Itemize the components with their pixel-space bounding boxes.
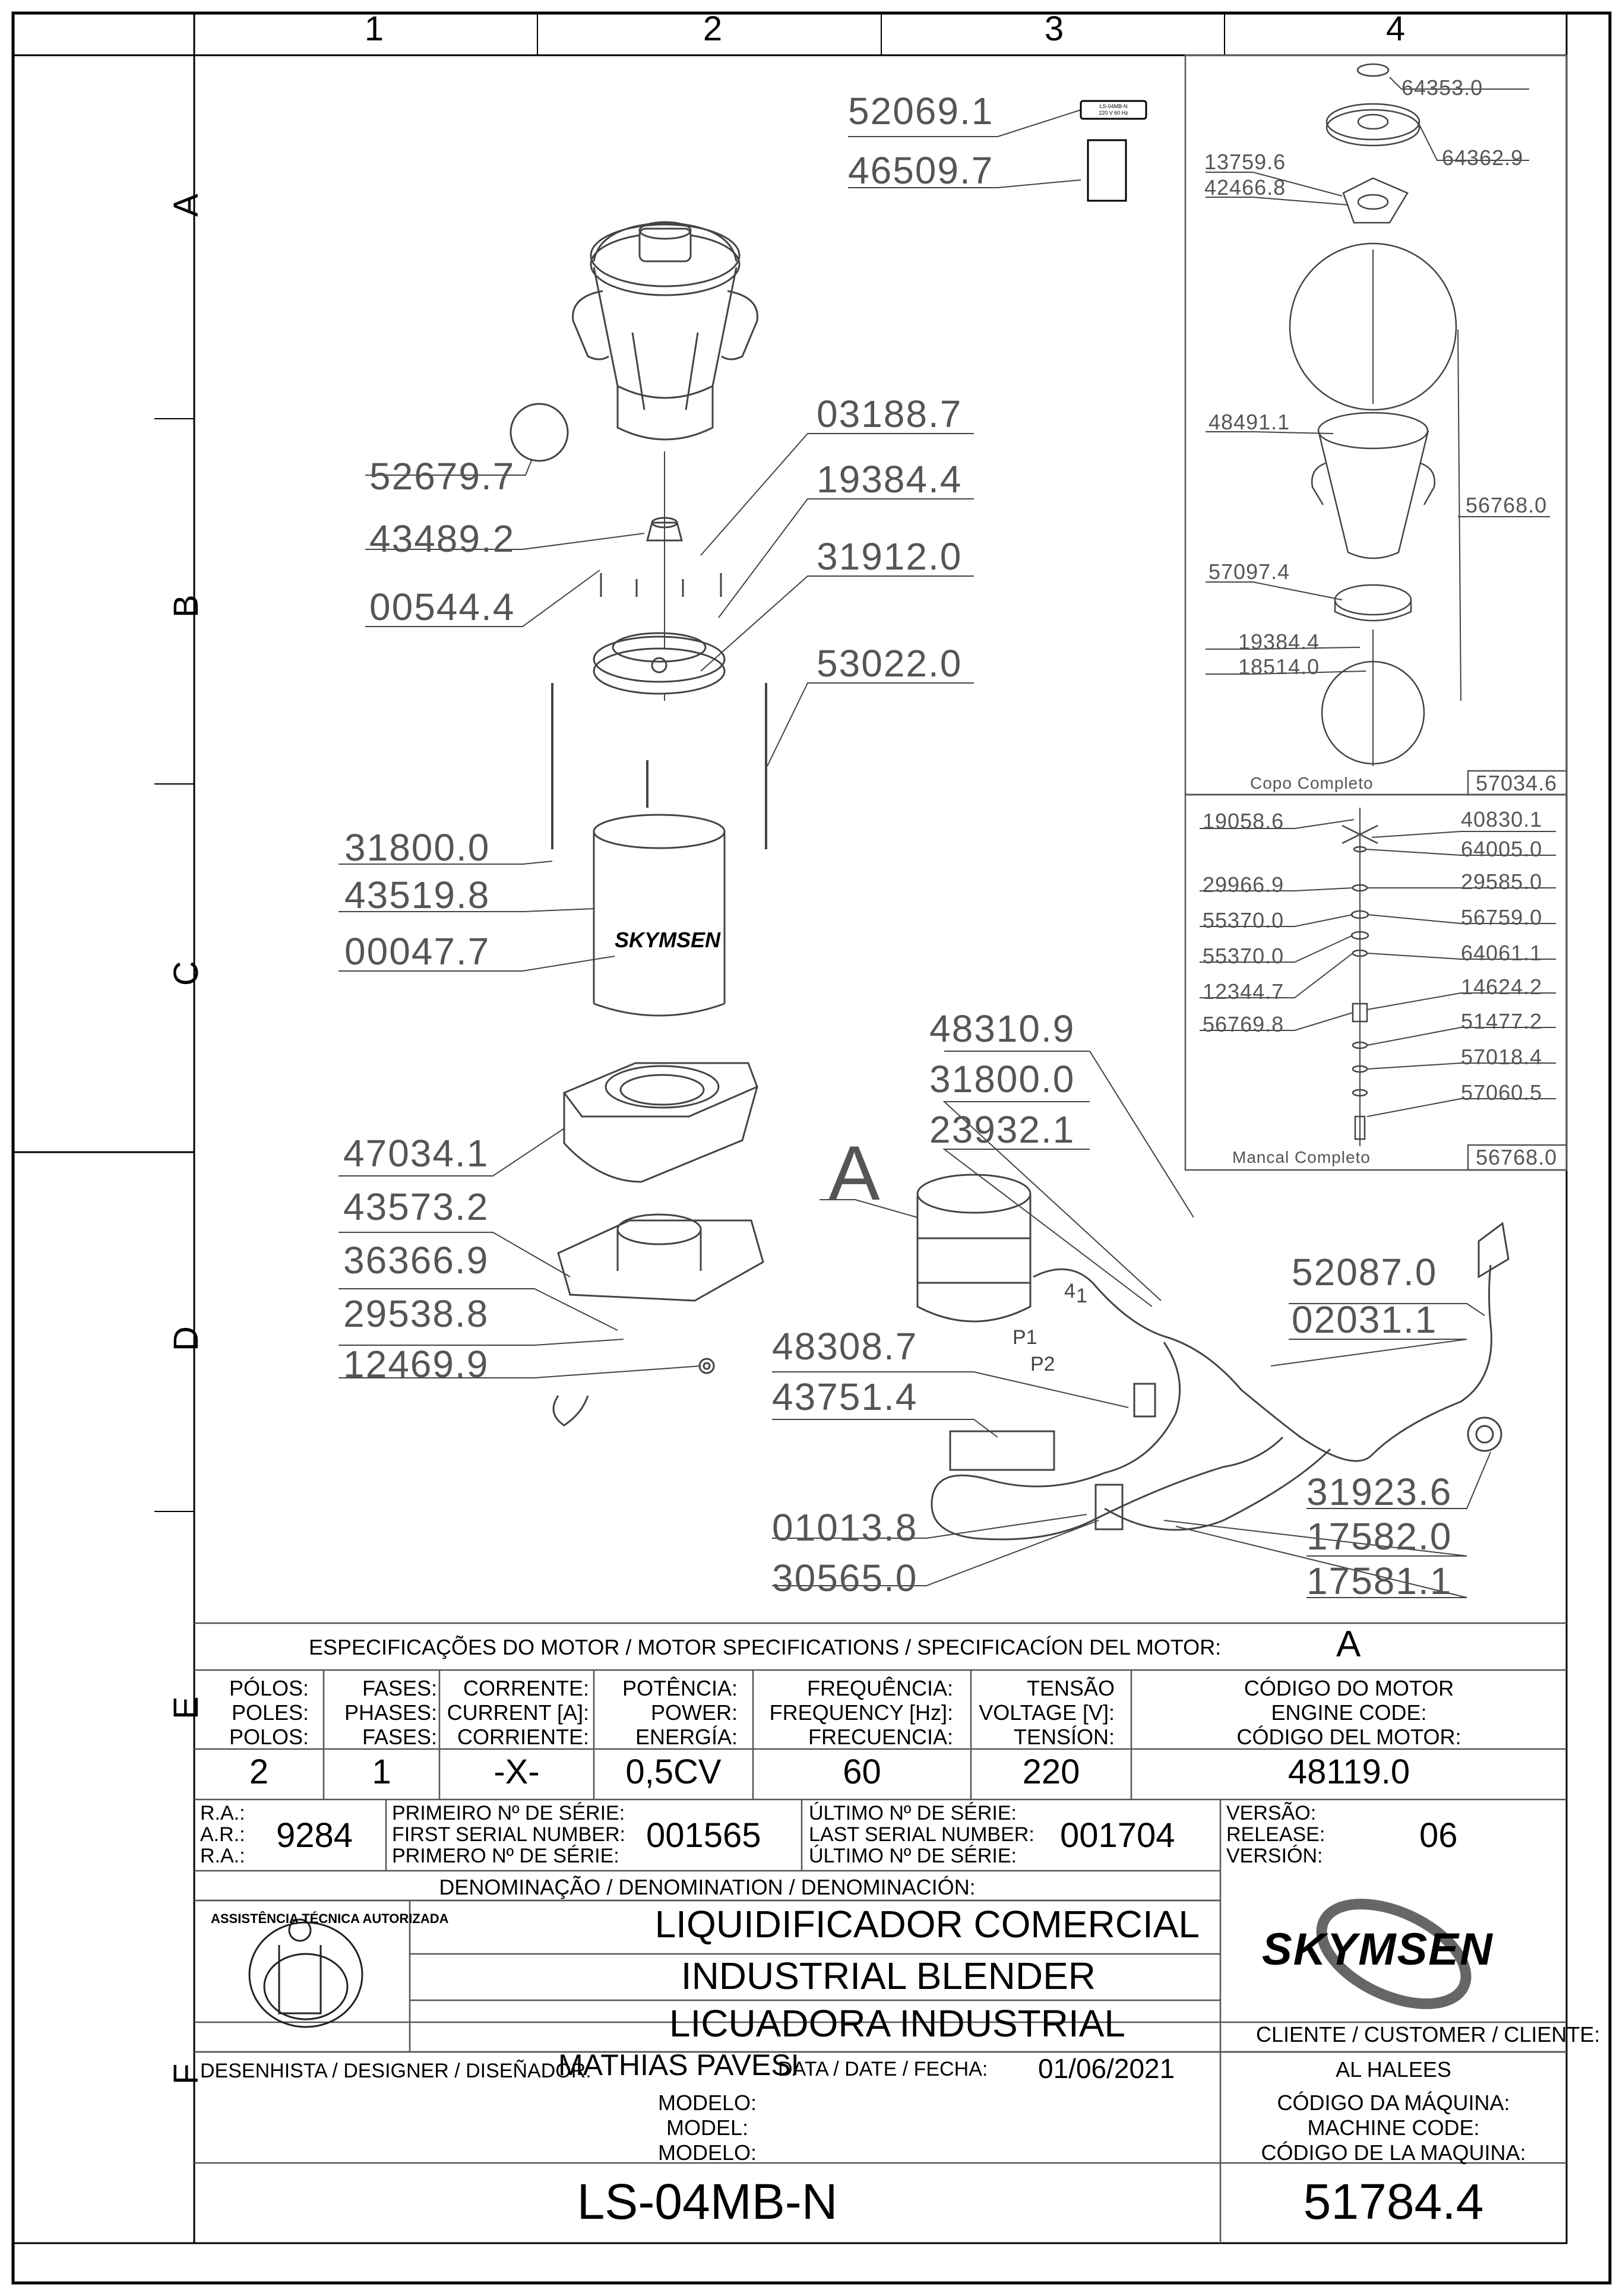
first-serial-value: 001565 [646,1816,761,1855]
part-48310: 48310.9 [929,1007,1075,1050]
designer-label: DESENHISTA / DESIGNER / DISEÑADOR: [200,2060,591,2082]
part-36366: 36366.9 [343,1239,489,1282]
stamp-graphic [249,1919,362,2027]
machine-code-label: CÓDIGO DA MÁQUINA: MACHINE CODE: CÓDIGO DE LA MAQUINA: [1261,2091,1526,2165]
first-serial-label: PRIMEIRO Nº DE SÉRIE: FIRST SERIAL NUMBER: PRIMERO Nº DE SÉRIE: [392,1802,625,1867]
date-value: 01/06/2021 [1038,2053,1175,2084]
cup-part-13759: 13759.6 [1204,150,1286,174]
motor-spec-letter: A [1336,1624,1361,1665]
part-52679: 52679.7 [369,455,515,498]
wire-label-p1: P1 [1013,1326,1037,1349]
model-label: MODELO: MODEL: MODELO: [657,2091,757,2165]
spec-voltage-value: 220 [1022,1753,1080,1791]
grid-col-3: 3 [1044,10,1064,48]
client-label: CLIENTE / CUSTOMER / CLIENTE: [1256,2022,1600,2047]
last-serial-label: ÚLTIMO Nº DE SÉRIE: LAST SERIAL NUMBER: ÚLTIMO Nº DE SÉRIE: [809,1802,1034,1867]
cup-part-42466: 42466.8 [1204,175,1286,200]
part-19384: 19384.4 [817,458,963,501]
cup-part-57097: 57097.4 [1208,559,1290,584]
grid-row-f: F [167,2063,205,2085]
part-43573: 43573.2 [343,1185,489,1228]
spec-phases-label: FASES: PHASES: FASES: [344,1676,437,1749]
part-46509: 46509.7 [848,149,994,192]
denomination-es: LICUADORA INDUSTRIAL [669,2002,1125,2045]
bearing-part-12344: 12344.7 [1203,979,1285,1004]
spec-engine-code-value: 48119.0 [1287,1753,1410,1791]
part-52087: 52087.0 [1292,1251,1438,1294]
label-plate-text: LS-04MB-N 220 V 60 Hz [1099,103,1128,116]
cup-part-18514: 18514.0 [1238,654,1320,679]
grid-row-e: E [167,1696,205,1719]
last-serial-value: 001704 [1060,1816,1175,1855]
bearing-part-51477: 51477.2 [1461,1009,1543,1033]
designer-value: MATHIAS PAVESI [558,2048,799,2082]
denomination-pt: LIQUIDIFICADOR COMERCIAL [654,1903,1200,1946]
client-value: AL HALEES [1336,2057,1451,2082]
grid-col-1: 1 [364,10,384,48]
cup-part-64362: 64362.9 [1442,146,1524,170]
bearing-part-14624: 14624.2 [1461,975,1543,999]
bearing-part-19058: 19058.6 [1203,809,1285,833]
bearing-part-64005: 64005.0 [1461,837,1543,861]
stamp-text: ASSISTÊNCIA TÉCNICA AUTORIZADA [211,1911,449,1926]
cup-panel-code: 57034.6 [1476,771,1558,795]
spec-frequency-label: FREQUÊNCIA: FREQUENCY [Hz]: FRECUENCIA: [769,1676,953,1749]
part-23932: 23932.1 [929,1108,1075,1151]
bearing-part-56759: 56759.0 [1461,905,1543,929]
ra-label: R.A.: A.R.: R.A.: [200,1802,245,1867]
grid-row-c: C [167,961,205,986]
part-17581: 17581.1 [1306,1560,1453,1602]
version-label: VERSÃO: RELEASE: VERSIÓN: [1226,1802,1325,1867]
date-label: DATA / DATE / FECHA: [778,2058,988,2080]
bearing-part-55370b: 55370.0 [1203,944,1285,968]
bearing-part-40830: 40830.1 [1461,807,1543,831]
part-01013: 01013.8 [772,1506,918,1549]
machine-code-value: 51784.4 [1303,2174,1484,2229]
part-30565: 30565.0 [772,1557,918,1599]
part-17582: 17582.0 [1306,1515,1453,1558]
part-02031: 02031.1 [1292,1298,1438,1341]
spec-voltage-label: TENSÃO VOLTAGE [V]: TENSÍON: [979,1676,1115,1749]
part-00047: 00047.7 [344,930,491,973]
part-03188: 03188.7 [817,393,963,435]
bearing-part-29585: 29585.0 [1461,869,1543,894]
part-00544: 00544.4 [369,586,515,628]
motor-spec-header: ESPECIFICAÇÕES DO MOTOR / MOTOR SPECIFICATIONS / SPECIFICACÍON DEL MOTOR: [309,1635,1222,1659]
bearing-part-64061: 64061.1 [1461,941,1543,965]
bearing-part-29966: 29966.9 [1203,872,1285,897]
spec-poles-label: PÓLOS: POLES: POLOS: [229,1676,309,1749]
part-52069: 52069.1 [848,90,994,132]
bearing-panel-caption: Mancal Completo [1232,1148,1371,1166]
cup-panel-caption: Copo Completo [1250,774,1374,792]
brand-on-cover: SKYMSEN [615,928,721,952]
spec-engine-code-label: CÓDIGO DO MOTOR ENGINE CODE: CÓDIGO DEL MOTOR: [1236,1676,1461,1749]
part-31923: 31923.6 [1306,1470,1453,1513]
grid-row-b: B [167,594,205,618]
version-value: 06 [1419,1816,1458,1855]
grid-row-a: A [167,194,205,217]
spec-current-value: -X- [493,1753,540,1791]
skymsen-logo-text: SKYMSEN [1262,1924,1494,1975]
part-31800b: 31800.0 [929,1058,1075,1100]
part-48308: 48308.7 [772,1325,918,1368]
part-43519: 43519.8 [344,874,491,916]
denomination-en: INDUSTRIAL BLENDER [681,1955,1096,1997]
grid-col-4: 4 [1385,10,1406,48]
part-43489: 43489.2 [369,517,515,560]
motor-callout-letter: A [828,1130,880,1216]
part-31800: 31800.0 [344,826,491,869]
part-29538: 29538.8 [343,1292,489,1335]
part-12469: 12469.9 [343,1343,489,1386]
ra-value: 9284 [276,1816,353,1855]
cup-part-56768: 56768.0 [1466,493,1548,517]
grid-row-d: D [167,1326,205,1351]
spec-frequency-value: 60 [843,1753,881,1791]
denomination-label: DENOMINAÇÃO / DENOMINATION / DENOMINACIÓN: [439,1875,976,1899]
part-47034: 47034.1 [343,1132,489,1175]
bearing-part-55370a: 55370.0 [1203,908,1285,932]
model-value: LS-04MB-N [577,2174,838,2229]
bearing-part-57018: 57018.4 [1461,1045,1543,1069]
cup-part-64353: 64353.0 [1401,75,1483,100]
wire-label-1: 1 [1076,1285,1087,1307]
wire-label-p2: P2 [1030,1353,1055,1375]
bearing-panel-code: 56768.0 [1476,1145,1558,1169]
part-31912: 31912.0 [817,535,963,578]
spec-phases-value: 1 [372,1753,391,1791]
cup-part-19384: 19384.4 [1238,630,1320,654]
spec-current-label: CORRENTE: CURRENT [A]: CORRIENTE: [447,1676,589,1749]
wire-label-4: 4 [1064,1280,1075,1302]
part-43751: 43751.4 [772,1375,918,1418]
bearing-part-56769: 56769.8 [1203,1012,1285,1036]
cup-part-48491: 48491.1 [1208,410,1290,434]
spec-power-label: POTÊNCIA: POWER: ENERGÍA: [622,1676,738,1749]
grid-col-2: 2 [703,10,723,48]
part-53022: 53022.0 [817,642,963,685]
bearing-part-57060: 57060.5 [1461,1080,1543,1105]
spec-power-value: 0,5CV [625,1753,722,1791]
spec-poles-value: 2 [249,1753,269,1791]
